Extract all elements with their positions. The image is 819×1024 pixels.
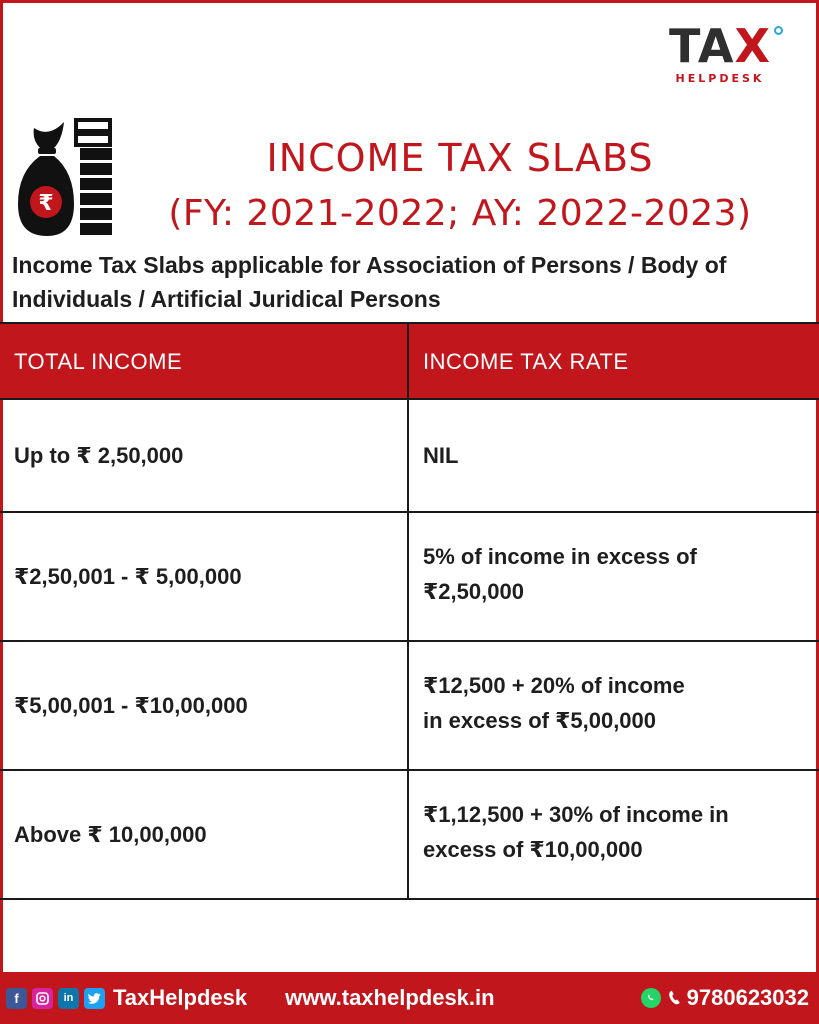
footer-bar [0, 972, 819, 1024]
applicability-description: Income Tax Slabs applicable for Association of Persons / Body of Individuals / Artificial Juridical Persons [12, 252, 727, 312]
rate-cell: NIL [423, 443, 459, 468]
logo-wordmark [655, 19, 785, 73]
phone-number[interactable]: 9780623032 [686, 985, 809, 1010]
header-total-income: TOTAL INCOME [0, 324, 409, 398]
income-cell: ₹2,50,001 - ₹ 5,00,000 [0, 513, 409, 640]
taxhelpdesk-logo [655, 19, 785, 85]
income-cell: ₹5,00,001 - ₹10,00,000 [0, 642, 409, 769]
instagram-icon[interactable] [32, 988, 53, 1009]
svg-text:₹: ₹ [38, 191, 54, 216]
whatsapp-icon[interactable] [641, 988, 661, 1008]
rate-line: in excess of ₹5,00,000 [423, 708, 657, 733]
page-title: INCOME TAX SLABS [266, 136, 654, 180]
table-row [0, 400, 819, 513]
phone-icon[interactable] [666, 988, 682, 1008]
table-row [0, 513, 819, 642]
money-bag-icon [14, 118, 114, 242]
table-row [0, 642, 819, 771]
twitter-icon[interactable] [84, 988, 105, 1009]
income-cell: Up to ₹ 2,50,000 [0, 400, 409, 511]
contact-phone [641, 985, 809, 1011]
logo-x: X [734, 19, 771, 73]
linkedin-icon[interactable]: in [58, 988, 79, 1009]
page-subtitle-years: (FY: 2021-2022; AY: 2022-2023) [168, 193, 752, 234]
rate-cell [409, 771, 819, 898]
rate-cell [409, 513, 819, 640]
logo-subtext: HELPDESK [675, 72, 765, 85]
social-links [6, 988, 105, 1009]
rate-line: 5% of income in excess of [423, 544, 697, 569]
header-income-tax-rate: INCOME TAX RATE [423, 348, 629, 374]
logo-dot-icon [774, 26, 783, 35]
table-row [0, 771, 819, 900]
website-link[interactable]: www.taxhelpdesk.in [285, 985, 495, 1010]
rate-line: ₹2,50,000 [423, 579, 524, 604]
income-cell: Above ₹ 10,00,000 [0, 771, 409, 898]
facebook-icon[interactable]: f [6, 988, 27, 1009]
table-header-row [0, 322, 819, 400]
rate-cell [409, 642, 819, 769]
logo-ta: TA [669, 19, 735, 73]
rate-line: ₹1,12,500 + 30% of income in [423, 802, 729, 827]
rate-line: ₹12,500 + 20% of income [423, 673, 685, 698]
social-handle[interactable]: TaxHelpdesk [113, 985, 248, 1010]
tax-slab-table [0, 322, 819, 900]
rate-line: excess of ₹10,00,000 [423, 837, 643, 862]
